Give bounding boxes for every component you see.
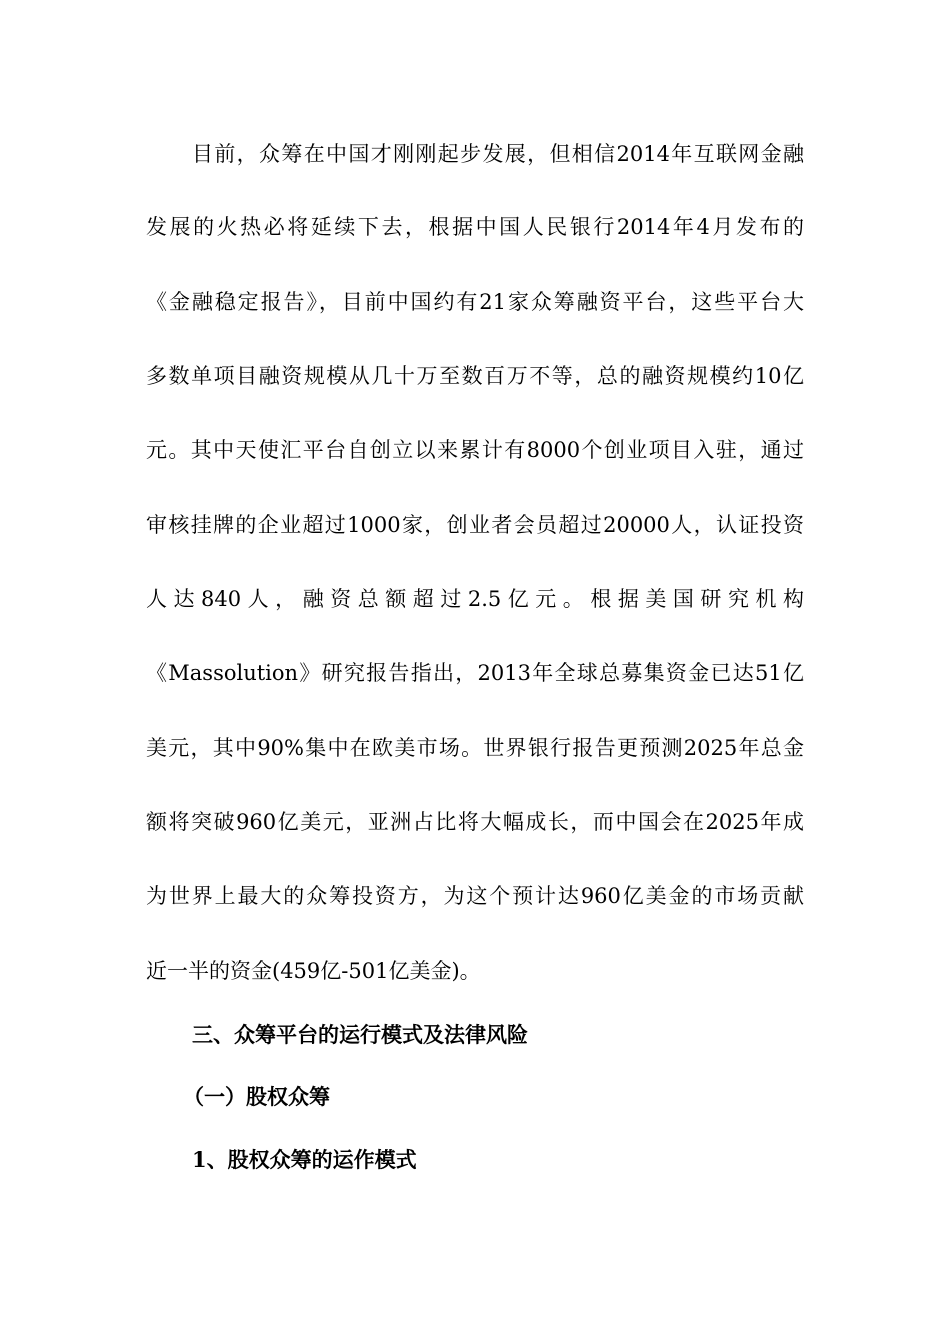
paragraph-line-11: 为世界上最大的众筹投资方，为这个预计达960亿美金的市场贡献 [146, 884, 804, 908]
paragraph-line-1: 目前，众筹在中国才刚刚起步发展，但相信2014年互联网金融 [192, 142, 804, 166]
paragraph-line-10: 额将突破960亿美元，亚洲占比将大幅成长，而中国会在2025年成 [146, 810, 804, 834]
paragraph-line-5: 元。其中天使汇平台自创立以来累计有8000个创业项目入驻，通过 [146, 438, 804, 462]
paragraph-line-12: 近一半的资金(459亿-501亿美金)。 [146, 959, 481, 983]
subsection-heading: （一）股权众筹 [183, 1084, 330, 1109]
section-heading: 三、众筹平台的运行模式及法律风险 [192, 1022, 528, 1047]
paragraph-line-7: 人达840人，融资总额超过2.5亿元。根据美国研究机构 [146, 587, 804, 611]
item-heading: 1、股权众筹的运作模式 [192, 1147, 417, 1172]
paragraph-line-6: 审核挂牌的企业超过1000家，创业者会员超过20000人，认证投资 [146, 513, 804, 537]
paragraph-line-2: 发展的火热必将延续下去，根据中国人民银行2014年4月发布的 [146, 215, 804, 239]
paragraph-line-9: 美元，其中90%集中在欧美市场。世界银行报告更预测2025年总金 [146, 736, 804, 760]
paragraph-line-4: 多数单项目融资规模从几十万至数百万不等，总的融资规模约10亿 [146, 364, 804, 388]
paragraph-line-3: 《金融稳定报告》，目前中国约有21家众筹融资平台，这些平台大 [146, 290, 804, 314]
paragraph-line-8: 《Massolution》研究报告指出，2013年全球总募集资金已达51亿 [146, 661, 804, 685]
